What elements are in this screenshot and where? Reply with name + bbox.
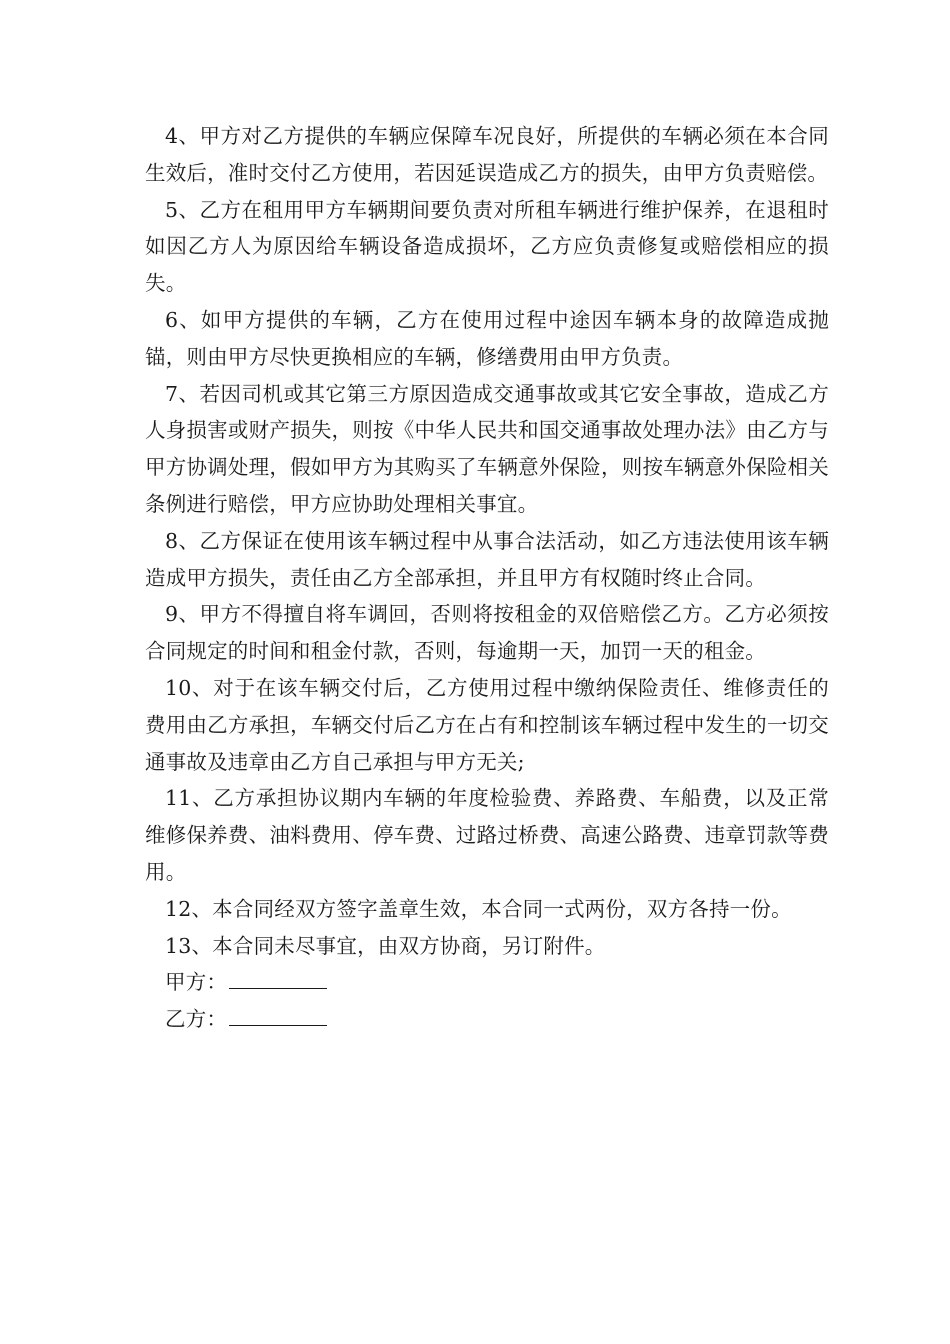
clause-13: 13、本合同未尽事宜，由双方协商，另订附件。 bbox=[165, 933, 606, 958]
clause-11: 11、乙方承担协议期内车辆的年度检验费、养路费、车船费，以及正常维修保养费、油料费用、停车费、过路过桥费、高速公路费、违章罚款等费用。 bbox=[145, 786, 829, 884]
party-b-signature bbox=[145, 1001, 829, 1038]
contract-body bbox=[145, 118, 829, 1038]
party-b-label: 乙方： bbox=[165, 1007, 228, 1032]
party-a-blank bbox=[229, 966, 327, 989]
clause-8: 8、乙方保证在使用该车辆过程中从事合法活动，如乙方违法使用该车辆造成甲方损失，责任由乙方全部承担，并且甲方有权随时终止合同。 bbox=[145, 528, 829, 590]
clause-5: 5、乙方在租用甲方车辆期间要负责对所租车辆进行维护保养，在退租时如因乙方人为原因给车辆设备造成损坏，乙方应负责修复或赔偿相应的损失。 bbox=[145, 197, 829, 296]
clause-12: 12、本合同经双方签字盖章生效，本合同一式两份，双方各持一份。 bbox=[165, 896, 792, 921]
clause-4: 4、甲方对乙方提供的车辆应保障车况良好，所提供的车辆必须在本合同生效后，准时交付乙方使用，若因延误造成乙方的损失，由甲方负责赔偿。 bbox=[145, 124, 829, 185]
party-a-label: 甲方： bbox=[165, 970, 228, 995]
clause-9: 9、甲方不得擅自将车调回，否则将按租金的双倍赔偿乙方。乙方必须按合同规定的时间和租金付款，否则，每逾期一天，加罚一天的租金。 bbox=[145, 602, 829, 664]
party-b-blank bbox=[229, 1003, 327, 1026]
clause-7: 7、若因司机或其它第三方原因造成交通事故或其它安全事故，造成乙方人身损害或财产损失，则按《中华人民共和国交通事故处理办法》由乙方与甲方协调处理，假如甲方为其购买了车辆意外保险，则按车辆意外保险相关条例进行赔偿，甲方应协助处理相关事宜。 bbox=[145, 381, 829, 516]
party-a-signature bbox=[145, 964, 829, 1001]
clause-10: 10、对于在该车辆交付后，乙方使用过程中缴纳保险责任、维修责任的费用由乙方承担，车辆交付后乙方在占有和控制该车辆过程中发生的一切交通事故及违章由乙方自己承担与甲方无关; bbox=[145, 675, 829, 774]
clause-6: 6、如甲方提供的车辆，乙方在使用过程中途因车辆本身的故障造成抛锚，则由甲方尽快更换相应的车辆，修缮费用由甲方负责。 bbox=[145, 307, 829, 369]
